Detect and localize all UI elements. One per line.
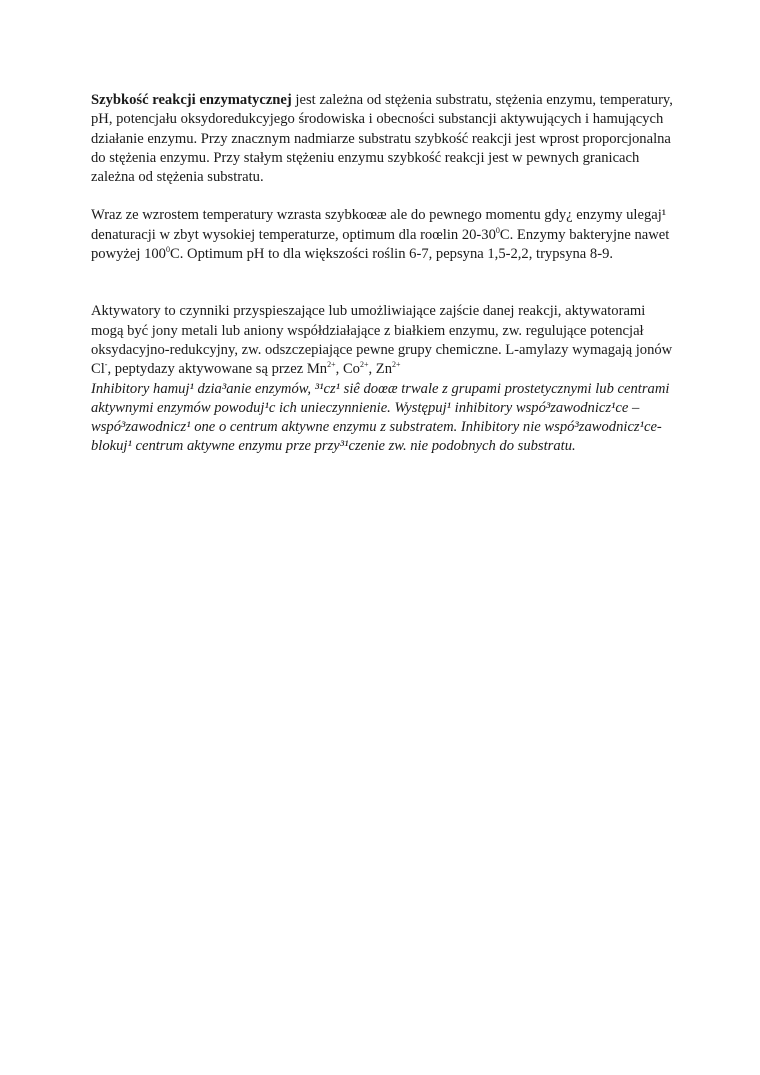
paragraph-enzyme-rate [91,91,676,187]
paragraph-spacer [91,187,676,206]
superscript: - [104,360,108,370]
superscript: 2+ [392,360,401,370]
paragraph-text: , Zn [368,361,393,378]
paragraph-activators [91,302,676,379]
paragraph-text: C. Enzymy bakteryjne nawet powyżej 100 [91,226,670,263]
paragraph-text: , peptydazy aktywowane są przez Mn [107,361,328,378]
paragraph-spacer [91,264,676,302]
superscript: 0 [495,225,500,235]
paragraph-temperature [91,206,676,264]
paragraph-text: Wraz ze wzrostem temperatury wzrasta szybkoœæ ale do pewnego momentu gdy¿ enzymy ulegaj¹ denaturacji w zbyt wysokiej temperaturze, optimum dla roœlin 20-30 [91,207,667,243]
paragraph-text: C. Optimum pH to dla większości roślin 6-7, pepsyna 1,5-2,2, trypsyna 8-9. [170,246,614,263]
paragraph-text: Aktywatory to czynniki przyspieszające lub umożliwiające zajście danej reakcji, aktywatorami mogą być jony metali lub aniony współdziałające z białkiem enzymu, zw. regulujące potencjał oksydacyjno-redukcyjny, zw. odszczepiające pewne grupy chemiczne. L-amylazy wymagają jonów Cl [91,303,673,378]
bold-heading: Szybkość reakcji enzymatycznej [91,92,292,108]
superscript: 0 [165,245,170,255]
document-page [91,91,676,457]
superscript: 2+ [327,360,336,370]
paragraph-text: jest zależna od stężenia substratu, stężenia enzymu, temperatury, pH, potencjału oksydoredukcyjego środowiska i obecności substancji aktywujących i hamujących działanie enzymu. Przy znacznym nadmiarze substratu szybkość reakcji jest wprost proporcjonalna do stężenia enzymu. Przy stałym stężeniu enzymu szybkość reakcji jest w pewnych granicach zależna od stężenia substratu. [91,92,673,186]
paragraph-inhibitors: Inhibitory hamuj¹ dzia³anie enzymów, ³¹cz¹ siê doœæ trwale z grupami prostetycznymi lub centrami aktywnymi enzymów powoduj¹c ich unieczynnienie. Występuj¹ inhibitory wspó³zawodnicz¹ce –wspó³zawodnicz¹ one o centrum aktywne enzymu z substratem. Inhibitory nie wspó³zawodnicz¹ce- blokuj¹ centrum aktywne enzymu prze przy³¹czenie zw. nie podobnych do substratu. [91,380,670,455]
paragraph-text: , Co [335,361,360,378]
superscript: 2+ [359,360,369,370]
